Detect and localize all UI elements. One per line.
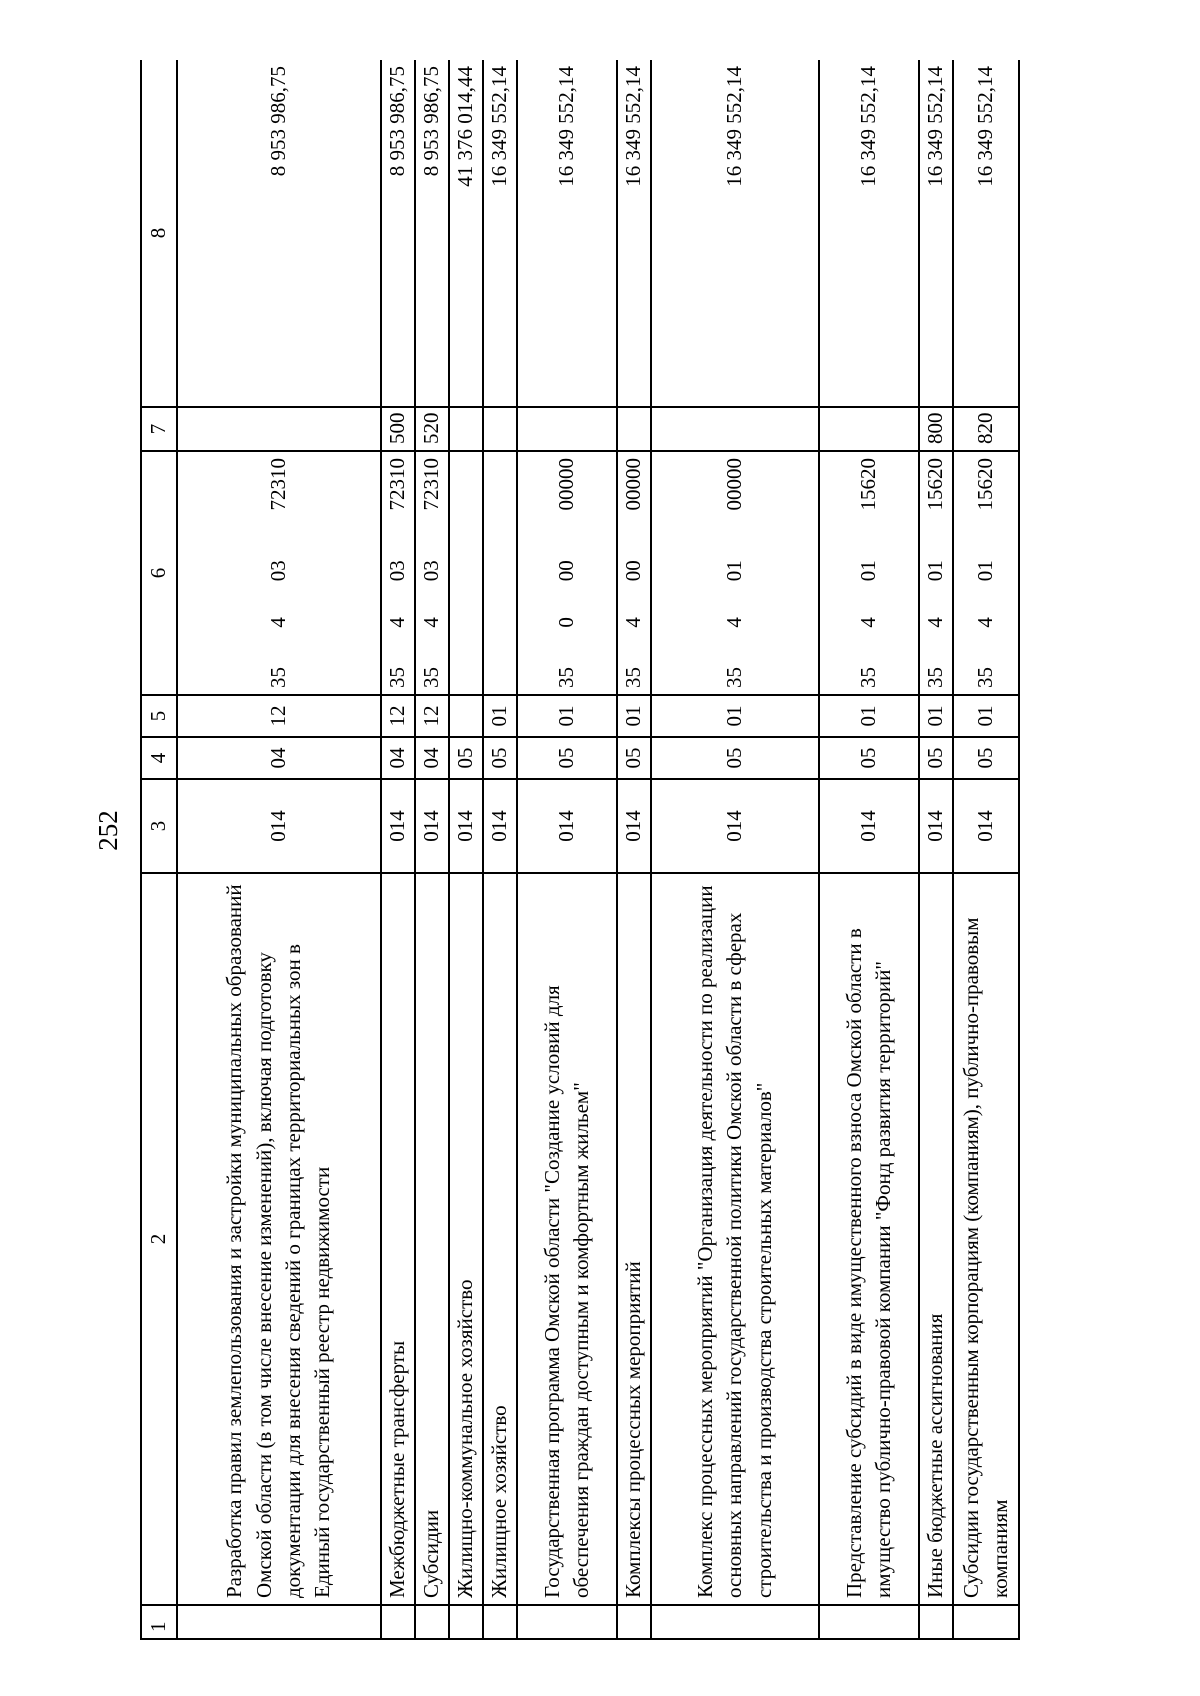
target-article-part: 00 <box>554 560 579 582</box>
target-article-code <box>720 458 749 688</box>
target-article-part: 35 <box>266 667 291 688</box>
column-header: 3 <box>141 779 177 873</box>
target-article-part: 00000 <box>722 458 747 511</box>
target-article-part: 4 <box>385 617 410 628</box>
cell-target-article <box>919 451 953 695</box>
target-article-code <box>417 458 446 688</box>
target-article-part: 35 <box>973 667 998 688</box>
target-article-part: 35 <box>856 667 881 688</box>
cell-name: Комплексы процессных мероприятий <box>617 873 651 1605</box>
cell-expense-type: 500 <box>381 407 415 451</box>
target-article-part: 01 <box>973 560 998 582</box>
target-article-code <box>383 458 412 688</box>
cell-amount: 16 349 552,14 <box>953 60 1019 407</box>
target-article-part: 35 <box>554 667 579 688</box>
target-article-part: 03 <box>419 560 444 582</box>
cell-section: 05 <box>517 737 617 779</box>
cell-target-article <box>953 451 1019 695</box>
target-article-part: 00000 <box>554 458 579 511</box>
cell-expense-type <box>517 407 617 451</box>
cell-code-ministry: 014 <box>919 779 953 873</box>
target-article-part: 72310 <box>266 458 291 511</box>
cell-subsection <box>449 695 483 737</box>
cell-target-article <box>177 451 381 695</box>
target-article-part: 15620 <box>923 458 948 511</box>
cell-row-number <box>819 1605 919 1639</box>
rotated-table-container <box>140 60 1140 1640</box>
table-row <box>919 60 953 1639</box>
column-header: 8 <box>141 60 177 407</box>
target-article-code <box>552 458 581 688</box>
target-article-part: 03 <box>266 560 291 582</box>
cell-subsection: 01 <box>483 695 517 737</box>
cell-code-ministry: 014 <box>517 779 617 873</box>
cell-amount: 16 349 552,14 <box>919 60 953 407</box>
table-row <box>177 60 381 1639</box>
cell-name: Межбюджетные трансферты <box>381 873 415 1605</box>
cell-subsection: 01 <box>517 695 617 737</box>
target-article-part: 4 <box>856 617 881 628</box>
target-article-part: 35 <box>722 667 747 688</box>
cell-amount: 16 349 552,14 <box>617 60 651 407</box>
cell-expense-type <box>177 407 381 451</box>
cell-target-article <box>517 451 617 695</box>
cell-target-article <box>483 451 517 695</box>
target-article-part: 35 <box>419 667 444 688</box>
cell-name: Субсидии государственным корпорациям (компаниям), публично-правовым компаниям <box>953 873 1019 1605</box>
cell-row-number <box>651 1605 819 1639</box>
cell-code-ministry: 014 <box>483 779 517 873</box>
cell-expense-type <box>449 407 483 451</box>
cell-amount: 8 953 986,75 <box>381 60 415 407</box>
cell-section: 05 <box>919 737 953 779</box>
cell-amount: 8 953 986,75 <box>415 60 449 407</box>
cell-section: 05 <box>617 737 651 779</box>
cell-section: 05 <box>483 737 517 779</box>
target-article-part: 4 <box>419 617 444 628</box>
cell-expense-type: 800 <box>919 407 953 451</box>
target-article-part: 35 <box>923 667 948 688</box>
cell-subsection: 12 <box>415 695 449 737</box>
cell-code-ministry: 014 <box>415 779 449 873</box>
cell-expense-type <box>651 407 819 451</box>
cell-subsection: 01 <box>617 695 651 737</box>
target-article-part: 4 <box>973 617 998 628</box>
cell-row-number <box>617 1605 651 1639</box>
table-row <box>953 60 1019 1639</box>
table-row <box>449 60 483 1639</box>
cell-expense-type: 520 <box>415 407 449 451</box>
column-header: 2 <box>141 873 177 1605</box>
page-frame <box>140 60 1140 1640</box>
target-article-part: 00 <box>621 560 646 582</box>
target-article-part: 01 <box>923 560 948 582</box>
target-article-part: 03 <box>385 560 410 582</box>
table-row <box>617 60 651 1639</box>
cell-code-ministry: 014 <box>177 779 381 873</box>
cell-expense-type <box>617 407 651 451</box>
cell-name: Жилищное хозяйство <box>483 873 517 1605</box>
cell-row-number <box>517 1605 617 1639</box>
cell-name: Разработка правил землепользования и застройки муниципальных образований Омской области (в том числе внесение изменений), включая подготовку документации для внесения сведений о границах территориальных зон в Единый государственный реестр недвижимости <box>177 873 381 1605</box>
cell-section: 05 <box>953 737 1019 779</box>
cell-name: Комплекс процессных мероприятий "Организация деятельности по реализации основных направлений государственной политики Омской области в сферах строительства и производства строительных материалов" <box>651 873 819 1605</box>
target-article-code <box>921 458 950 688</box>
target-article-code <box>971 458 1000 688</box>
cell-subsection: 01 <box>819 695 919 737</box>
cell-amount: 16 349 552,14 <box>819 60 919 407</box>
cell-code-ministry: 014 <box>381 779 415 873</box>
target-article-part: 01 <box>856 560 881 582</box>
cell-code-ministry: 014 <box>617 779 651 873</box>
table-row <box>517 60 617 1639</box>
cell-subsection: 01 <box>919 695 953 737</box>
cell-subsection: 01 <box>953 695 1019 737</box>
target-article-part: 00000 <box>621 458 646 511</box>
table-row <box>381 60 415 1639</box>
cell-target-article <box>415 451 449 695</box>
cell-code-ministry: 014 <box>449 779 483 873</box>
column-header: 5 <box>141 695 177 737</box>
table-row <box>819 60 919 1639</box>
table-row <box>483 60 517 1639</box>
table-header-row <box>141 60 177 1639</box>
target-article-part: 4 <box>722 617 747 628</box>
cell-section: 05 <box>819 737 919 779</box>
target-article-part: 72310 <box>419 458 444 511</box>
column-header: 7 <box>141 407 177 451</box>
cell-amount: 8 953 986,75 <box>177 60 381 407</box>
cell-target-article <box>381 451 415 695</box>
cell-target-article <box>819 451 919 695</box>
column-header: 1 <box>141 1605 177 1639</box>
cell-target-article <box>651 451 819 695</box>
cell-expense-type <box>819 407 919 451</box>
cell-section: 04 <box>381 737 415 779</box>
cell-amount: 16 349 552,14 <box>483 60 517 407</box>
target-article-part: 4 <box>923 617 948 628</box>
target-article-part: 35 <box>385 667 410 688</box>
budget-table <box>140 60 1020 1640</box>
cell-amount: 16 349 552,14 <box>517 60 617 407</box>
cell-name: Государственная программа Омской области "Создание условий для обеспечения граждан доступным и комфортным жильем" <box>517 873 617 1605</box>
cell-target-article <box>617 451 651 695</box>
cell-name: Иные бюджетные ассигнования <box>919 873 953 1605</box>
column-header: 6 <box>141 451 177 695</box>
target-article-code <box>264 458 293 688</box>
target-article-part: 72310 <box>385 458 410 511</box>
table-row <box>415 60 449 1639</box>
cell-section: 04 <box>177 737 381 779</box>
cell-name: Жилищно-коммунальное хозяйство <box>449 873 483 1605</box>
cell-row-number <box>177 1605 381 1639</box>
target-article-code <box>854 458 883 688</box>
cell-row-number <box>415 1605 449 1639</box>
cell-amount: 41 376 014,44 <box>449 60 483 407</box>
cell-code-ministry: 014 <box>651 779 819 873</box>
cell-expense-type <box>483 407 517 451</box>
cell-subsection: 01 <box>651 695 819 737</box>
column-header: 4 <box>141 737 177 779</box>
target-article-part: 35 <box>621 667 646 688</box>
cell-section: 04 <box>415 737 449 779</box>
cell-expense-type: 820 <box>953 407 1019 451</box>
cell-subsection: 12 <box>177 695 381 737</box>
cell-subsection: 12 <box>381 695 415 737</box>
cell-code-ministry: 014 <box>819 779 919 873</box>
cell-section: 05 <box>651 737 819 779</box>
cell-target-article <box>449 451 483 695</box>
cell-name: Представление субсидий в виде имущественного взноса Омской области в имущество публично-правовой компании "Фонд развития территорий" <box>819 873 919 1605</box>
cell-row-number <box>449 1605 483 1639</box>
target-article-part: 4 <box>266 617 291 628</box>
cell-row-number <box>919 1605 953 1639</box>
cell-row-number <box>381 1605 415 1639</box>
table-body <box>141 60 1019 1639</box>
target-article-part: 4 <box>621 617 646 628</box>
target-article-code <box>619 458 648 688</box>
target-article-part: 15620 <box>973 458 998 511</box>
cell-row-number <box>953 1605 1019 1639</box>
table-row <box>651 60 819 1639</box>
page-number: 252 <box>92 810 123 851</box>
target-article-part: 01 <box>722 560 747 582</box>
cell-name: Субсидии <box>415 873 449 1605</box>
target-article-part: 15620 <box>856 458 881 511</box>
cell-section: 05 <box>449 737 483 779</box>
target-article-part: 0 <box>554 617 579 628</box>
cell-code-ministry: 014 <box>953 779 1019 873</box>
cell-row-number <box>483 1605 517 1639</box>
cell-amount: 16 349 552,14 <box>651 60 819 407</box>
